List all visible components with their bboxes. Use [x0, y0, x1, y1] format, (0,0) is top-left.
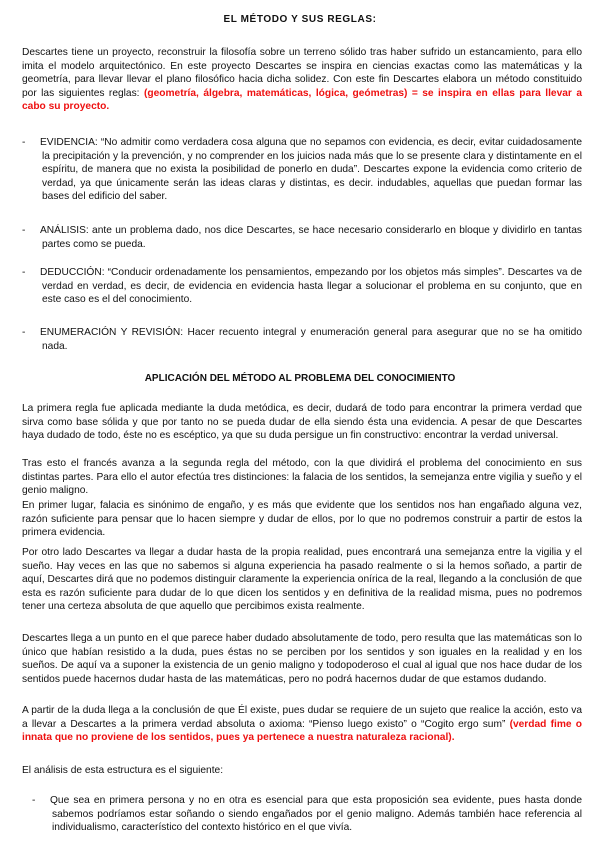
rule-enumeracion [22, 326, 582, 353]
paragraph-vigilia-sueno: Por otro lado Descartes va llegar a dudar hasta de la propia realidad, pues encontrará una semejanza entre la vigilia y el sueño. Hay veces en las que no sabemos si alguna experiencia ha pasado realmente o si la hemos soñado, a partir de aquí, Descartes dirá que no podemos distinguir claramente la experiencia onírica de la real, llegando a la conclusión de que esta es razón suficiente para dudar de lo que dicen los sentidos y en definitiva de la realidad misma, pues no podremos tener una certeza absoluta de que aquello que percibimos exista realmente. [22, 547, 582, 613]
bullet-dash: - [22, 225, 26, 236]
analysis-item [32, 794, 582, 835]
section-subtitle: APLICACIÓN DEL MÉTODO AL PROBLEMA DEL CONOCIMIENTO [144, 373, 456, 384]
paragraph-falacia: En primer lugar, falacia es sinónimo de engaño, y es más que evidente que los sentidos nos han engañado alguna vez, razón suficiente para pensar que lo hacen siempre y dudar de ellos, por lo que no podremos construir a partir de estos la primera evidencia. [22, 500, 582, 539]
rule-text: EVIDENCIA: “No admitir como verdadera cosa alguna que no sepamos con evidencia, es decir, evitar cuidadosamente la precipitación y la prevención, y no comprender en los juicios nada más que lo se presente clara y distintamente en el espíritu, de manera que no exista la posibilidad de ponerlo en duda”. Descartes expone la evidencia como criterio de verdad, ya que únicamente serán las ideas claras y distintas, es decir. indudables, aquellas que puedan formar las bases del edificio del saber. [40, 137, 582, 203]
rule-analisis [22, 224, 582, 251]
rule-text: ANÁLISIS: ante un problema dado, nos dice Descartes, se hace necesario considerarlo en bloque y dividirlo en tantas partes como se pueda. [40, 225, 582, 250]
intro-red-note: (geometría, álgebra, matemáticas, lógica, geómetras) = se inspira en ellas para llevar a cabo su proyecto. [22, 87, 582, 113]
paragraph-genio-maligno: Descartes llega a un punto en el que parece haber dudado absolutamente de todo, pero resulta que las matemáticas son lo único que habían resistido a la duda, pues éstas no se perciben por los sentidos y son iguales en la realidad y en los sueños. De aquí va a suponer la existencia de un genio maligno y todopoderoso el cual al igual que nos hace dudar de los sentidos puede hacernos dudar hasta de las matemáticas, pero no podrá hacernos dudar de que estamos dudando. [22, 633, 582, 685]
cogito-red-note: (verdad fime o innata que no proviene de los sentidos, pues ya pertenece a nuestra naturaleza racional). [22, 718, 582, 744]
rule-text: DEDUCCIÓN: “Conducir ordenadamente los pensamientos, empezando por los objetos más simples”. Descartes va de verdad en verdad, es decir, de evidencia en evidencia hasta llegar a solucionar el problema en su conjunto, que en este caso es el del conocimiento. [40, 267, 582, 306]
bullet-dash: - [22, 137, 26, 148]
document-title: EL MÉTODO Y SUS REGLAS: [223, 14, 377, 25]
analysis-item-text: Que sea en primera persona y no en otra es esencial para que esta proposición sea evidente, pues hasta donde sabemos podríamos estar soñando o siendo engañados por el genio maligno. Además también hace referencia al individualismo, característico del contexto histórico en el que vivía. [50, 795, 582, 834]
paragraph-duda-metodica: La primera regla fue aplicada mediante la duda metódica, es decir, dudará de todo para encontrar la primera verdad que sirva como base sólida y que por tanto no se pueda dudar de ella siendo ésta una evidencia. A pesar de que Descartes haya dudado de todo, éste no es escéptico, ya que su duda persigue un fin constructivo: encontrar la verdad universal. [22, 403, 582, 442]
bullet-dash: - [22, 267, 26, 278]
bullet-dash: - [22, 327, 26, 338]
cogito-text: A partir de la duda llega a la conclusión de que Él existe, pues dudar se requiere de un sujeto que realice la acción, esto va a llevar a Descartes a la primera verdad absoluta o axioma: “Pienso luego existo” o “Cogito ergo sum” [22, 705, 582, 730]
bullet-dash: - [32, 795, 36, 806]
rule-text: ENUMERACIÓN Y REVISIÓN: Hacer recuento integral y enumeración general para asegurar que no se ha omitido nada. [40, 327, 582, 352]
rule-evidencia [22, 136, 582, 204]
rule-deduccion [22, 266, 582, 307]
paragraph-segunda-regla: Tras esto el francés avanza a la segunda regla del método, con la que dividirá el problema del conocimiento en sus distintas partes. Para ello el autor efectúa tres distinciones: la falacia de los sentidos, la semejanza entre vigilia y sueño y el genio maligno. [22, 458, 582, 497]
intro-paragraph [22, 46, 582, 114]
paragraph-cogito [22, 704, 582, 745]
intro-text: Descartes tiene un proyecto, reconstruir la filosofía sobre un terreno sólido tras haber sufrido un estancamiento, para ello imita el modelo arquitectónico. En este proyecto Descartes se inspira en ciencias exactas como las matemáticas y la geometría, para llevar llevar el plano filosófico hacia dicha solidez. Con este fin Descartes elabora un método constituido por las siguientes reglas: [22, 47, 582, 99]
analysis-intro: El análisis de esta estructura es el siguiente: [22, 765, 224, 776]
